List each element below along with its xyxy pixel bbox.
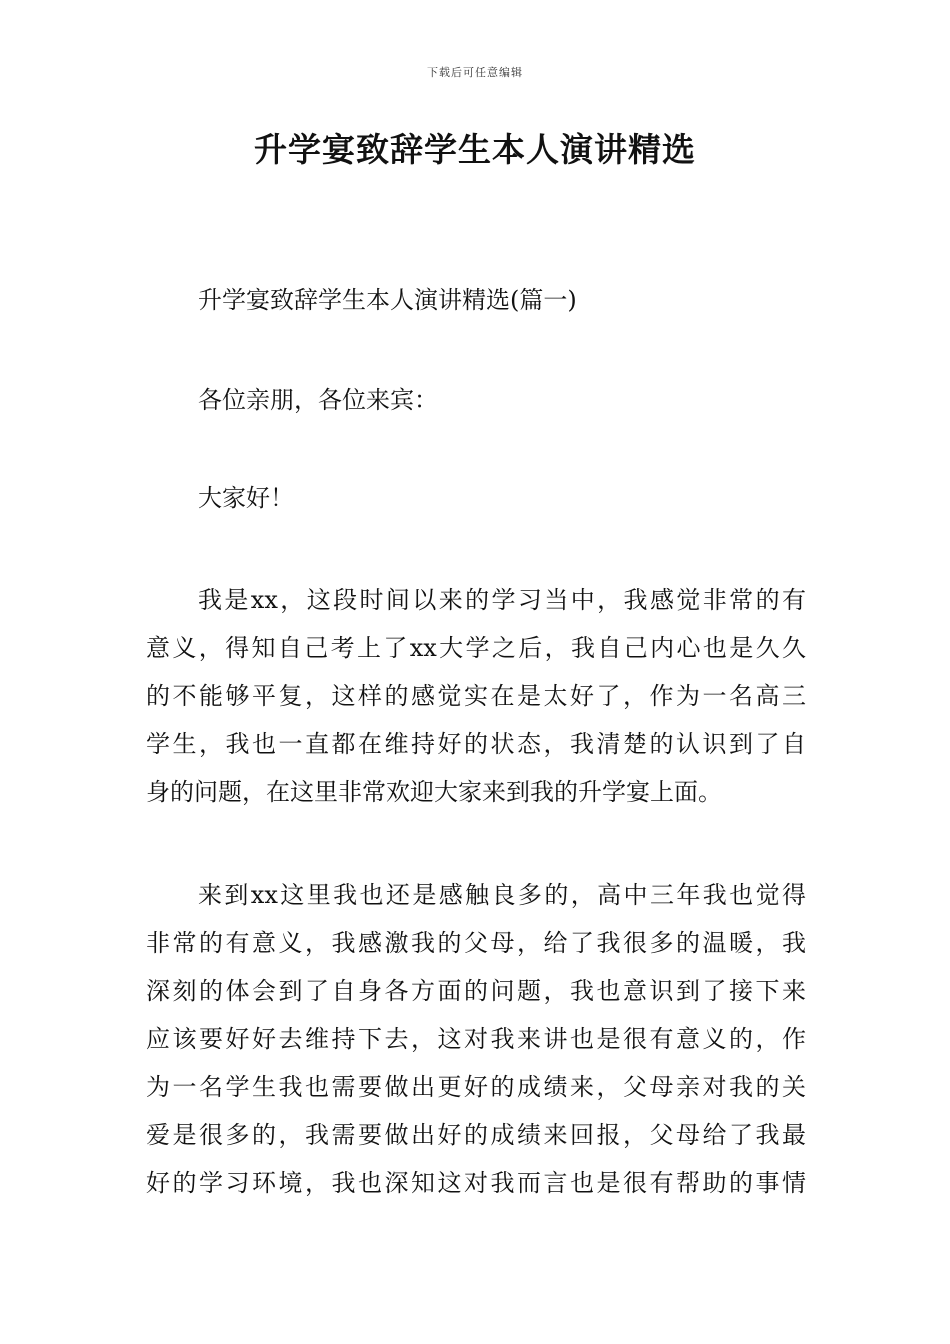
greeting: 大家好！ (198, 484, 294, 512)
paragraph-2 (146, 871, 806, 1207)
paragraph-line: 的不能够平复，这样的感觉实在是太好了，作为一名高三 (146, 682, 806, 710)
section-heading: 升学宴致辞学生本人演讲精选(篇一) (198, 286, 577, 314)
paragraph-line: 学生，我也一直都在维持好的状态，我清楚的认识到了自 (146, 730, 806, 758)
document-title: 升学宴致辞学生本人演讲精选 (254, 130, 696, 169)
header-note: 下载后可任意编辑 (427, 66, 523, 79)
paragraph-line: 爱是很多的，我需要做出好的成绩来回报，父母给了我最 (146, 1121, 806, 1149)
paragraph-line: 身的问题，在这里非常欢迎大家来到我的升学宴上面。 (146, 778, 722, 806)
paragraph-1 (146, 576, 806, 816)
paragraph-line: 应该要好好去维持下去，这对我来讲也是很有意义的，作 (146, 1025, 806, 1053)
paragraph-line: 为一名学生我也需要做出更好的成绩来，父母亲对我的关 (146, 1073, 806, 1101)
paragraph-line: 来到xx这里我也还是感触良多的，高中三年我也觉得 (198, 881, 806, 909)
paragraph-line: 意义，得知自己考上了xx大学之后，我自己内心也是久久 (146, 634, 806, 662)
salutation: 各位亲朋，各位来宾： (198, 386, 438, 414)
paragraph-line: 深刻的体会到了自身各方面的问题，我也意识到了接下来 (146, 977, 806, 1005)
paragraph-line: 好的学习环境，我也深知这对我而言也是很有帮助的事情 (146, 1169, 806, 1197)
paragraph-line: 我是xx，这段时间以来的学习当中，我感觉非常的有 (198, 586, 806, 614)
paragraph-line: 非常的有意义，我感激我的父母，给了我很多的温暖，我 (146, 929, 806, 957)
